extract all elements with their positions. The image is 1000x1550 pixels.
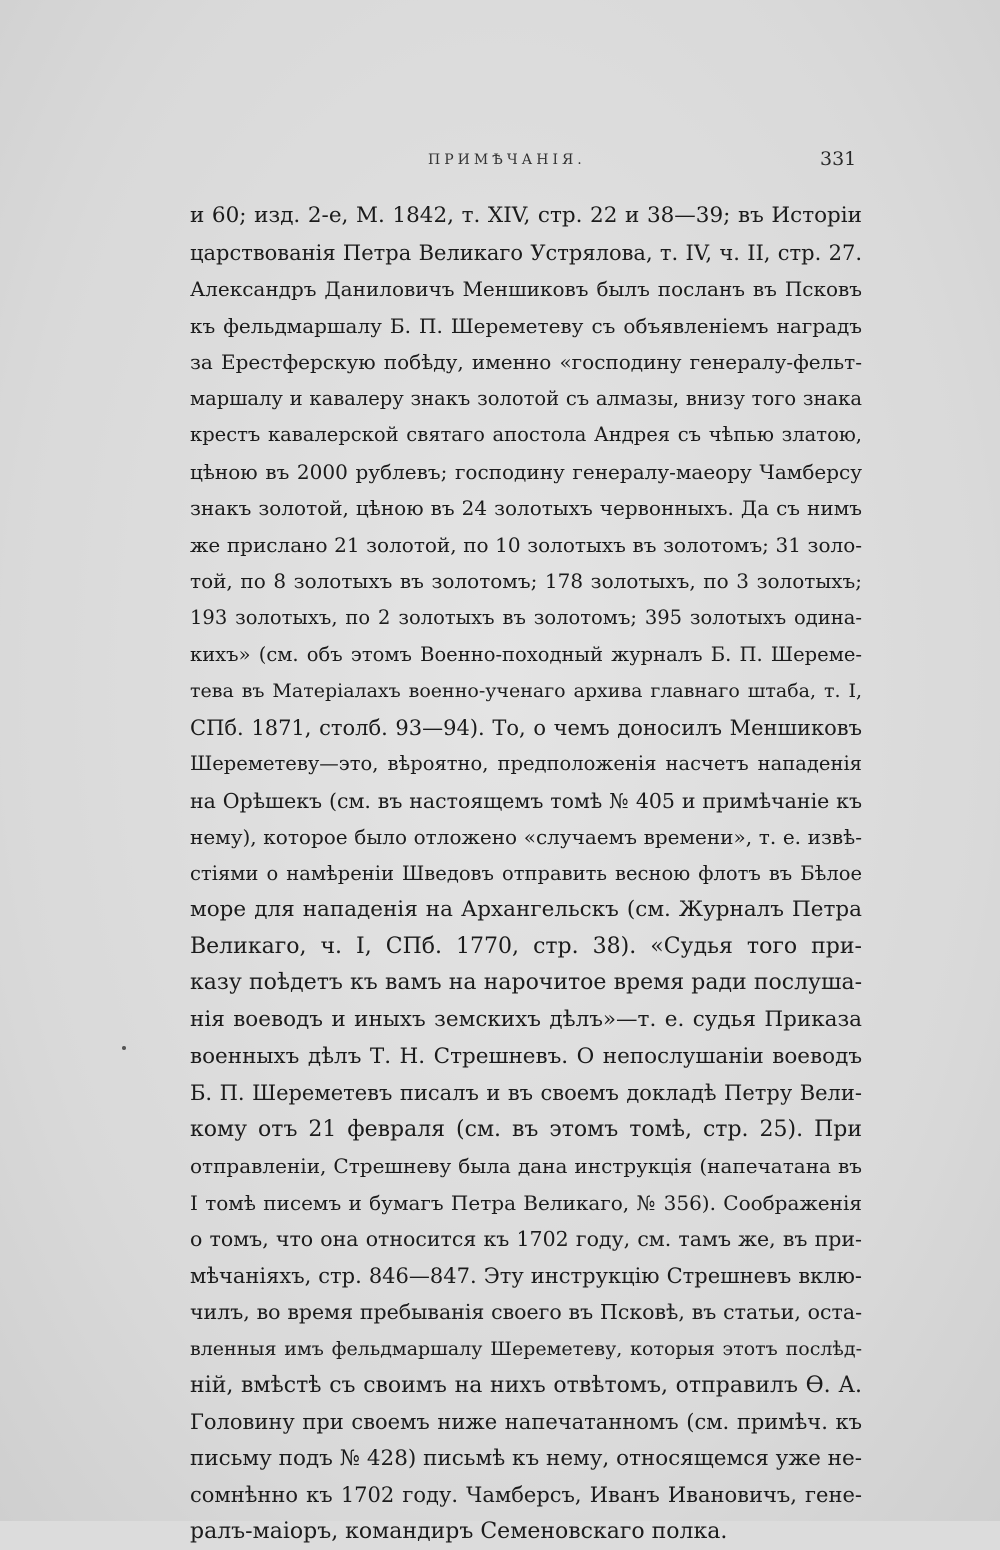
text-line: мѣчаніяхъ, стр. 846—847. Эту инструкцію Стрешневъ вклю- <box>190 1263 862 1288</box>
text-line: ній, вмѣстѣ съ своимъ на нихъ отвѣтомъ, отправилъ Ѳ. А. <box>190 1372 862 1398</box>
text-line: и 60; изд. 2-е, М. 1842, т. XIV, стр. 22 и 38—39; въ Исторіи <box>190 203 862 228</box>
text-line: Головину при своемъ ниже напечатанномъ (см. примѣч. къ <box>190 1410 862 1435</box>
text-line: цѣною въ 2000 рублевъ; господину генералу-маеору Чамберсу <box>190 459 862 484</box>
text-line: Шереметеву—это, вѣроятно, предположенія насчетъ нападенія <box>190 752 862 776</box>
text-line: же прислано 21 золотой, по 10 золотыхъ въ золотомъ; 31 золо- <box>190 532 862 557</box>
text-line: крестъ кавалерской святаго апостола Андрея съ чѣпью златою, <box>190 423 862 447</box>
text-line: царствованія Петра Великаго Устрялова, т. IV, ч. II, стр. 27. <box>190 240 862 265</box>
text-line: море для нападенія на Архангельскъ (см. Журналъ Петра <box>190 897 862 923</box>
text-line: I томѣ писемъ и бумагъ Петра Великаго, № 356). Соображенія <box>190 1190 862 1215</box>
text-line: Александръ Даниловичъ Меншиковъ былъ посланъ въ Псковъ <box>190 277 862 302</box>
text-line: кихъ» (см. объ этомъ Военно-походный журналъ Б. П. Шереме- <box>190 642 862 666</box>
text-line: чилъ, во время пребыванія своего въ Псковѣ, въ статьи, оста- <box>190 1300 862 1325</box>
text-line: казу поѣдетъ къ вамъ на нарочитое время ради послуша- <box>190 970 862 996</box>
text-line: маршалу и кавалеру знакъ золотой съ алмазы, внизу того знака <box>190 386 862 410</box>
text-line: отправленіи, Стрешневу была дана инструкція (напечатана въ <box>190 1154 862 1179</box>
text-line: знакъ золотой, цѣною въ 24 золотыхъ червонныхъ. Да съ нимъ <box>190 496 862 521</box>
text-line: стіями о намѣреніи Шведовъ отправить весною флотъ въ Бѣлое <box>190 861 862 885</box>
text-line: вленныя имъ фельдмаршалу Шереметеву, которыя этотъ послѣд- <box>190 1337 862 1360</box>
text-line: сомнѣнно къ 1702 году. Чамберсъ, Иванъ Ивановичъ, гене- <box>190 1483 862 1508</box>
text-line: Б. П. Шереметевъ писалъ и въ своемъ докладѣ Петру Вели- <box>190 1081 862 1106</box>
text-line: къ фельдмаршалу Б. П. Шереметеву съ объявленіемъ наградъ <box>190 313 862 338</box>
text-line: ралъ-маіоръ, командиръ Семеновскаго полка. <box>190 1518 728 1544</box>
text-line: 193 золотыхъ, по 2 золотыхъ въ золотомъ; 395 золотыхъ одина- <box>190 606 862 630</box>
text-line: на Орѣшекъ (см. въ настоящемъ томѣ № 405 и примѣчаніе къ <box>190 788 862 813</box>
text-line: тева въ Матеріалахъ военно-ученаго архива главнаго штаба, т. I, <box>190 680 862 703</box>
text-line: нія воеводъ и иныхъ земскихъ дѣлъ»—т. е. судья Приказа <box>190 1007 862 1033</box>
body-text <box>190 198 862 1550</box>
page-number: 331 <box>820 148 857 170</box>
text-line: письму подъ № 428) письмѣ къ нему, относящемся уже не- <box>190 1445 862 1471</box>
ink-speck <box>122 1046 126 1050</box>
text-line: нему), которое было отложено «случаемъ времени», т. е. извѣ- <box>190 825 862 850</box>
text-line: военныхъ дѣлъ Т. Н. Стрешневъ. О непослушаніи воеводъ <box>190 1043 862 1069</box>
text-line: о томъ, что она относится къ 1702 году, см. тамъ же, въ при- <box>190 1227 862 1252</box>
text-line: за Ерестферскую побѣду, именно «господину генералу-фельт- <box>190 350 862 375</box>
running-head: ПРИМѢЧАНІЯ. <box>428 152 586 168</box>
text-line: кому отъ 21 февраля (см. въ этомъ томѣ, стр. 25). При <box>190 1116 862 1142</box>
text-line: той, по 8 золотыхъ въ золотомъ; 178 золотыхъ, по 3 золотыхъ; <box>190 569 862 594</box>
text-line: Великаго, ч. I, СПб. 1770, стр. 38). «Судья того при- <box>190 933 862 959</box>
text-line: СПб. 1871, столб. 93—94). То, о чемъ доносилъ Меншиковъ <box>190 715 862 740</box>
